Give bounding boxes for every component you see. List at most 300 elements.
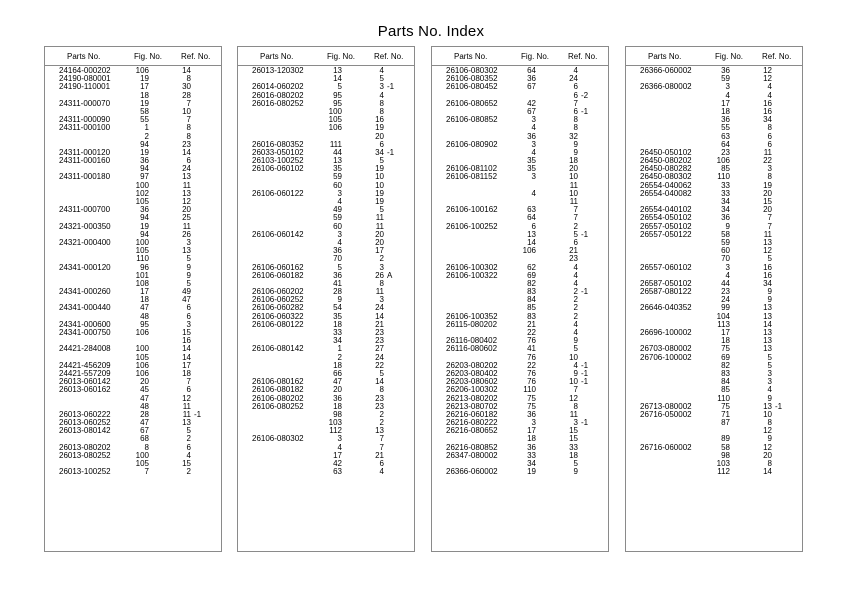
parts-no: 26106-080852 [446,115,498,125]
fig-no: 36 [721,115,730,125]
parts-no: 26587-050102 [640,278,692,288]
parts-no: 26106-060122 [252,188,304,198]
parts-no: 26013-080142 [59,426,111,436]
ref-no: 12 [182,393,191,403]
ref-no: 7 [186,98,191,108]
index-row [626,190,802,198]
index-rows [45,67,221,476]
fig-no: 69 [721,352,730,362]
parts-no: 26696-100002 [640,328,692,337]
fig-no: 100 [135,180,149,190]
ref-no: 8 [379,385,384,395]
ref-no: 5 [767,360,772,370]
ref-no: 21 [375,319,384,329]
fig-no: 45 [140,385,149,395]
ref-no: 11 [569,197,578,206]
fig-no: 14 [333,74,342,84]
ref-no: 12 [569,393,578,403]
fig-no: 1 [337,344,342,354]
ref-no: 6 [186,311,191,321]
parts-no: 26216-080852 [446,442,498,452]
index-row [238,329,414,337]
ref-no: 5 [186,278,191,288]
ref-no: 11 [182,401,191,411]
ref-no: 34 [375,147,384,157]
parts-no: 24311-000700 [59,205,111,215]
fig-no: 44 [721,278,730,288]
ref-no: 4 [767,82,772,92]
index-row [238,239,414,247]
ref-no: 26 [375,270,384,280]
parts-no: 26106-080142 [252,344,304,354]
ref-no: 5 [767,254,772,264]
ref-suffix: -1 [581,368,589,378]
fig-no: 3 [531,172,536,182]
parts-no: 26554-050102 [640,213,692,223]
fig-no: 95 [333,90,342,100]
ref-no: 20 [763,450,772,460]
ref-no-header: Ref. No. [568,52,598,61]
ref-no: 5 [379,368,384,378]
fig-no: 111 [329,139,342,149]
index-row [45,304,221,312]
index-row [238,116,414,124]
ref-no: 3 [767,368,772,378]
ref-no: 23 [375,328,384,337]
parts-no: 26106-100322 [446,270,498,280]
parts-no: 26713-080002 [640,401,692,411]
parts-no: 24311-000120 [59,147,111,157]
index-row [432,173,608,181]
fig-no: 67 [527,106,536,116]
parts-no: 26103-100252 [252,156,304,166]
ref-no: 11 [375,221,384,231]
parts-no: 26106-060162 [252,262,304,272]
ref-no: 4 [767,90,772,100]
fig-no: 34 [721,197,730,206]
parts-no: 26013-080202 [59,442,111,452]
fig-no: 97 [140,172,149,182]
index-row [238,345,414,353]
index-row [626,378,802,386]
parts-no: 26106-080182 [252,385,304,395]
fig-no: 59 [721,237,730,247]
ref-no: 8 [186,131,191,141]
parts-no: 26450-080202 [640,156,692,166]
index-row [626,231,802,239]
parts-no: 26013-120302 [252,66,304,75]
parts-no-header: Parts No. [260,52,294,61]
ref-no: 2 [379,418,384,428]
fig-no: 36 [333,246,342,256]
ref-suffix: -1 [581,418,589,428]
fig-no: 87 [721,418,730,428]
parts-no: 24421-557209 [59,368,111,378]
ref-no: 6 [573,237,578,247]
ref-no: 20 [375,131,384,141]
fig-no: 84 [527,295,536,305]
ref-no: 4 [767,385,772,395]
fig-no-header: Fig. No. [327,52,356,61]
column-header [432,50,608,64]
index-row [238,419,414,427]
page-title: Parts No. Index [377,23,485,40]
fig-no: 36 [333,270,342,280]
ref-suffix: -1 [581,377,589,387]
parts-no: 26203-080402 [446,368,498,378]
ref-no: 8 [767,172,772,182]
index-row [626,108,802,116]
ref-no: 19 [375,188,384,198]
fig-no: 60 [721,246,730,256]
ref-no: 11 [569,409,578,419]
fig-no: 106 [135,368,149,378]
fig-no: 94 [140,164,149,174]
ref-no: 7 [767,221,772,231]
ref-no: 19 [375,197,384,206]
parts-no: 24341-000600 [59,319,111,329]
ref-no: 9 [573,139,578,149]
ref-no: 11 [763,229,772,239]
ref-no: 20 [182,205,191,215]
parts-no: 24341-000440 [59,303,111,313]
fig-no: 99 [721,303,730,313]
ref-no: 3 [186,237,191,247]
ref-suffix: -1 [775,401,783,411]
index-row [45,329,221,337]
parts-no: 26106-080202 [252,393,304,403]
ref-no: 16 [763,106,772,116]
fig-no: 54 [333,303,342,313]
ref-no: 4 [186,450,191,460]
ref-no: 8 [379,98,384,108]
fig-no: 83 [721,368,730,378]
ref-no: 30 [182,82,191,92]
index-row [626,444,802,452]
fig-no-header: Fig. No. [134,52,163,61]
index-row [238,198,414,206]
ref-no: 9 [767,295,772,305]
fig-no: 42 [527,98,536,108]
fig-no: 22 [527,328,536,337]
ref-no: 24 [375,303,384,313]
fig-no: 33 [333,328,342,337]
fig-no: 3 [337,188,342,198]
ref-suffix: -1 [581,287,589,297]
fig-no: 24 [721,295,730,305]
fig-no: 17 [140,287,149,297]
fig-no: 102 [135,188,149,198]
fig-no: 104 [716,311,730,321]
index-row [238,173,414,181]
parts-no: 26013-060162 [59,385,111,395]
parts-no: 26106-080452 [446,82,498,92]
ref-no: 11 [375,213,384,223]
ref-no: 14 [182,147,191,157]
index-row [45,247,221,255]
ref-no: 4 [379,90,384,100]
fig-no: 18 [140,295,149,305]
parts-no: 26216-060182 [446,409,498,419]
ref-no: 26 [182,229,191,239]
fig-no: 7 [144,467,149,477]
ref-no: 15 [569,434,578,444]
ref-no: 4 [573,278,578,288]
index-row [238,272,414,280]
index-row [432,288,608,296]
index-row [238,362,414,370]
fig-no: 106 [522,246,536,256]
fig-no: 76 [527,336,536,346]
parts-no: 26115-080202 [446,319,498,329]
ref-no: 3 [186,319,191,329]
ref-no: 13 [763,401,772,411]
index-row [626,92,802,100]
ref-no: 10 [763,409,772,419]
ref-no: 11 [375,287,384,297]
parts-no: 26106-080162 [252,377,304,387]
ref-no: 23 [375,393,384,403]
ref-no: 12 [763,74,772,84]
fig-no: 36 [527,131,536,141]
fig-no: 94 [140,213,149,223]
ref-no: 5 [573,459,578,468]
fig-no: 19 [140,221,149,231]
fig-no: 59 [333,213,342,223]
fig-no: 103 [716,459,730,468]
ref-no: 2 [186,434,191,444]
ref-no: 3 [767,164,772,174]
parts-no: 26013-060142 [59,377,111,387]
parts-no: 26106-100302 [446,262,498,272]
index-row [238,190,414,198]
ref-no: 19 [375,123,384,133]
parts-no: 26116-080402 [446,336,498,346]
index-row [238,354,414,362]
fig-no: 33 [721,188,730,198]
ref-no: 22 [375,360,384,370]
fig-no: 3 [531,139,536,149]
ref-no-header: Ref. No. [181,52,211,61]
fig-no: 108 [135,278,149,288]
fig-no: 105 [135,246,149,256]
ref-no: 10 [375,172,384,182]
fig-no: 35 [333,311,342,321]
parts-no: 26450-080302 [640,172,692,182]
fig-no: 94 [140,229,149,239]
index-row [45,100,221,108]
index-row [432,231,608,239]
index-row [626,304,802,312]
fig-no: 41 [527,344,536,354]
parts-no: 26366-060002 [446,467,498,477]
ref-no: 13 [763,344,772,354]
index-row [626,329,802,337]
index-row [432,149,608,157]
fig-no: 95 [333,98,342,108]
fig-no: 105 [328,115,342,125]
fig-no: 36 [140,156,149,166]
ref-no: 2 [573,311,578,321]
ref-no: 2 [573,303,578,313]
fig-no: 3 [531,418,536,428]
parts-no: 26587-080122 [640,287,692,297]
ref-no-header: Ref. No. [374,52,404,61]
ref-no: 4 [573,270,578,280]
fig-no: 75 [721,344,730,354]
ref-no: 11 [182,409,191,419]
parts-no: 26013-100252 [59,467,111,477]
ref-no: 15 [182,328,191,337]
index-row [626,116,802,124]
fig-no: 76 [527,377,536,387]
index-row [626,247,802,255]
ref-no: 9 [573,368,578,378]
index-row [45,386,221,394]
parts-no: 24164-000202 [59,66,111,75]
fig-no: 84 [721,377,730,387]
fig-no: 36 [527,74,536,84]
parts-no: 26016-080352 [252,139,304,149]
parts-no: 26106-100352 [446,311,498,321]
ref-no: 12 [763,246,772,256]
ref-no: 6 [379,139,384,149]
column-header [238,50,414,64]
fig-no: 85 [527,303,536,313]
index-row [626,83,802,91]
ref-no: 5 [379,156,384,166]
parts-no: 26106-080302 [252,434,304,444]
index-row [626,313,802,321]
fig-no: 28 [140,409,149,419]
index-row [45,452,221,460]
fig-no: 23 [721,287,730,297]
ref-suffix: -1 [581,106,589,116]
ref-no: 10 [569,377,578,387]
index-row [432,272,608,280]
ref-no: 18 [569,156,578,166]
ref-no: 19 [763,180,772,190]
fig-no: 69 [527,270,536,280]
fig-no: 9 [725,221,730,231]
fig-no: 4 [725,90,730,100]
fig-no: 17 [721,98,730,108]
ref-no: 13 [763,237,772,247]
index-row [238,108,414,116]
index-row [238,165,414,173]
fig-no: 13 [527,229,536,239]
parts-no: 24311-000090 [59,115,111,125]
index-row [45,206,221,214]
fig-no: 55 [721,123,730,133]
fig-no: 4 [531,123,536,133]
index-row [45,427,221,435]
index-row [238,206,414,214]
fig-no: 63 [333,467,342,477]
ref-no: 8 [573,123,578,133]
ref-no: 20 [763,205,772,215]
index-row [45,239,221,247]
fig-no: 19 [140,74,149,84]
ref-no: 5 [767,352,772,362]
index-row [626,386,802,394]
ref-no: 5 [379,205,384,215]
ref-no: 4 [379,467,384,477]
index-row [626,124,802,132]
ref-no: 3 [379,295,384,305]
index-row [45,133,221,141]
fig-no: 5 [337,262,342,272]
ref-no: 5 [186,426,191,436]
ref-no: 3 [379,82,384,92]
ref-no: 10 [569,352,578,362]
index-row [626,427,802,435]
column-header [45,50,221,64]
index-row [626,362,802,370]
ref-no: 7 [186,115,191,125]
fig-no: 85 [721,164,730,174]
ref-no: 8 [767,418,772,428]
parts-no: 26106-060322 [252,311,304,321]
ref-no: 7 [767,213,772,223]
ref-no: 8 [379,106,384,116]
fig-no: 47 [140,418,149,428]
ref-no: 3 [379,262,384,272]
parts-no: 26206-100302 [446,385,498,395]
ref-no: 24 [375,352,384,362]
fig-no: 63 [721,131,730,141]
fig-no: 106 [135,328,149,337]
fig-no: 67 [527,82,536,92]
ref-no: 2 [379,409,384,419]
fig-no: 110 [717,393,730,403]
fig-no: 105 [135,197,149,206]
ref-no: 21 [569,246,578,256]
ref-no: 9 [573,336,578,346]
fig-no: 44 [333,147,342,157]
parts-no: 26716-050002 [640,409,692,419]
fig-no: 28 [333,287,342,297]
fig-no: 96 [140,262,149,272]
parts-no: 24311-000070 [59,98,111,108]
fig-no: 98 [333,409,342,419]
fig-no: 110 [523,385,536,395]
index-row [626,288,802,296]
ref-no: 20 [375,229,384,239]
ref-no: 23 [375,401,384,411]
fig-no: 49 [333,205,342,215]
ref-no: 5 [186,254,191,264]
ref-no: 2 [573,295,578,305]
fig-no: 83 [527,287,536,297]
fig-no: 60 [333,180,342,190]
parts-no: 26106-060182 [252,270,304,280]
parts-no: 26554-040082 [640,188,692,198]
index-row [45,223,221,231]
index-row [45,83,221,91]
ref-no: 4 [573,319,578,329]
parts-no: 26106-080252 [252,401,304,411]
index-row [626,239,802,247]
parts-no: 26106-060282 [252,303,304,313]
index-row [45,124,221,132]
fig-no: 71 [721,409,730,419]
ref-no: 10 [182,106,191,116]
ref-no: 25 [182,213,191,223]
parts-no: 26366-080002 [640,82,692,92]
fig-no: 17 [140,82,149,92]
index-row [238,124,414,132]
